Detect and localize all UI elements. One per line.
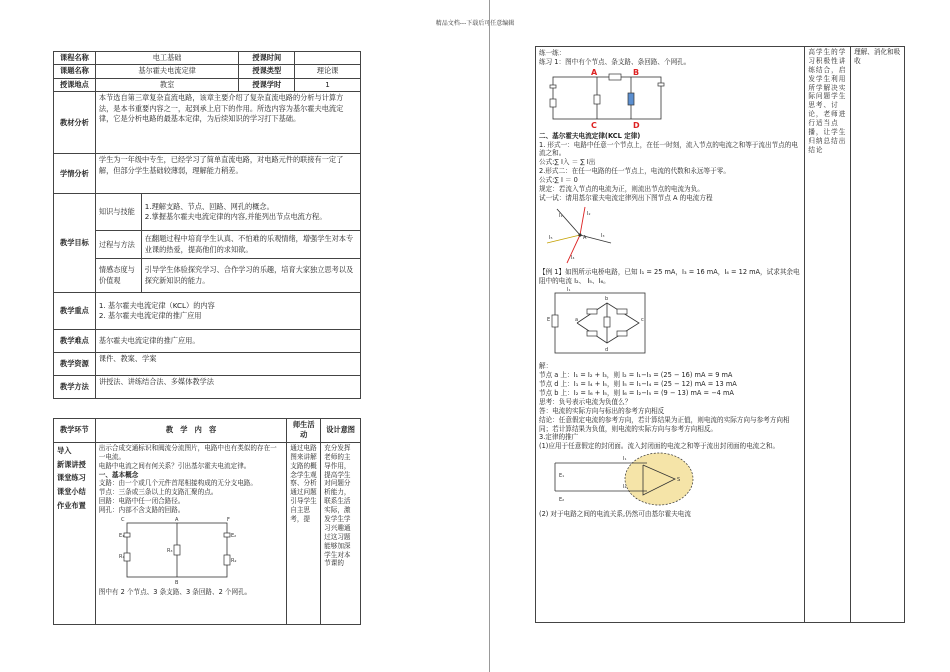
node-current-diagram bbox=[545, 203, 615, 265]
place-label: 授课地点 bbox=[54, 78, 96, 91]
topic-value: 基尔霍夫电流定律 bbox=[95, 65, 238, 78]
kcl-form2: 2.形式二：在任一电路的任一节点上，电流的代数和永远等于零。 bbox=[539, 167, 730, 176]
intent-header: 设计意图 bbox=[321, 419, 361, 443]
student-label: 学情分析 bbox=[54, 154, 96, 194]
content-summary: 图中有 2 个节点、3 条支路、3 条回路、2 个网孔。 bbox=[98, 587, 252, 596]
difficulty-text: 基尔霍夫电流定律的推广应用。 bbox=[95, 330, 360, 353]
svg-text:d: d bbox=[605, 347, 609, 354]
right-intent-text: 理解、消化和吸收 bbox=[851, 47, 905, 623]
difficulty-label: 教学难点 bbox=[54, 330, 96, 353]
svg-text:I₂: I₂ bbox=[587, 210, 591, 217]
kcl-title: 二、基尔霍夫电流定律(KCL 定律) bbox=[539, 131, 641, 140]
goal-process-label: 过程与方法 bbox=[95, 231, 141, 259]
svg-text:S: S bbox=[677, 477, 681, 484]
lesson-plan-table-left bbox=[53, 51, 361, 399]
lesson-process-table bbox=[53, 418, 361, 625]
content-question: 电路中电流之间有何关系？引出基尔霍夫电流定律。 bbox=[98, 461, 251, 470]
intent-text: 充分发挥老师的主导作用，提高学生对问题分析能力，联系生活实际，激发学生学习兴趣通过这习题能够加深学生对本节课的 bbox=[321, 442, 361, 624]
kcl-formula1: 公式:∑ I入 ＝ ∑ I出 bbox=[539, 158, 596, 167]
solution-node-d: 节点 d 上：I₁ = I₄ + I₅，则 I₅ = I₁−I₄ = (25 − 12) mA = 13 mA bbox=[539, 380, 737, 389]
svg-text:A: A bbox=[591, 67, 598, 77]
time-value bbox=[295, 52, 361, 65]
content-header: 教 学 内 容 bbox=[95, 419, 287, 443]
extension-2: (2) 对于电路之间的电流关系,仍然可由基尔霍夫电流 bbox=[539, 510, 691, 519]
right-content-cell bbox=[536, 47, 805, 623]
analysis-text: 本节选自第三章复杂直流电路，该章主要介绍了复杂直流电路的分析与计算方法，是本书重要内容之一，起到承上启下的作用。所选内容为基尔霍夫电流定律，它是分析电路的最基本定律，为后续知识的学习打下基础。 bbox=[95, 92, 360, 154]
goal-label: 教学目标 bbox=[54, 194, 96, 293]
svg-text:R₁: R₁ bbox=[118, 554, 125, 560]
content-cell bbox=[95, 442, 287, 624]
bridge-circuit-diagram bbox=[547, 285, 667, 359]
resources-text: 课件、教案、学案 bbox=[95, 353, 360, 376]
kcl-form1: 1. 形式一：电路中任意一个节点上，在任一时刻，流入节点的电流之和等于流出节点的电流之和。 bbox=[539, 140, 798, 158]
practice-circuit-diagram bbox=[547, 67, 667, 129]
example-text: 【例 1】如图所示电桥电路，已知 I₁ = 25 mA，I₃ = 16 mA，I₄ = 12 mA，试求其余电阻中的电流 I₂、 I₅、I₆。 bbox=[539, 267, 800, 285]
course-label: 课程名称 bbox=[54, 52, 96, 65]
content-mesh: 网孔：内部不含支路的回路。 bbox=[98, 506, 185, 515]
page-header: 精品文档---下载后可任意编辑 bbox=[435, 20, 515, 27]
hours-label: 授课学时 bbox=[239, 78, 295, 91]
note-text: 答：电流的实际方向与标出的参考方向相反 bbox=[539, 406, 665, 415]
kcl-formula2: 公式:∑ I ＝ 0 bbox=[539, 176, 578, 185]
goal-knowledge-label: 知识与技能 bbox=[95, 194, 141, 231]
svg-text:C: C bbox=[120, 517, 125, 523]
student-text: 学生为一年级中专生，已经学习了简单直流电路，对电路元件的联接有一定了解，但部分学生基础较薄弱，理解能力稍差。 bbox=[95, 154, 360, 194]
svg-text:a: a bbox=[575, 317, 579, 324]
conclusion-text: 结论：任意假定电流的参考方向，若计算结果为正值，则电流的实际方向与参考方向相同；若计算结果为负值，则电流的实际方向与参考方向相反。 bbox=[539, 415, 790, 433]
type-label: 授课类型 bbox=[239, 65, 295, 78]
svg-text:A: A bbox=[583, 234, 587, 241]
hours-value: 1 bbox=[295, 78, 361, 91]
kcl-rule: 规定：若流入节点的电流为正，则流出节点的电流为负。 bbox=[539, 185, 704, 194]
stage-list: 导入 新课讲授 课堂练习 课堂小结 作业布置 bbox=[54, 442, 96, 624]
svg-text:E₁: E₁ bbox=[118, 533, 124, 539]
solution-node-a: 节点 a 上：I₁ = I₂ + I₃，则 I₂ = I₁−I₃ = (25 − 16) mA = 9 mA bbox=[539, 371, 733, 380]
activity-header: 师生活动 bbox=[287, 419, 321, 443]
svg-text:F: F bbox=[226, 517, 230, 523]
topic-label: 课题名称 bbox=[54, 65, 96, 78]
time-label: 授课时间 bbox=[239, 52, 295, 65]
goal-knowledge-text: 1.理解支路、节点、回路、网孔的概念。 2.掌握基尔霍夫电流定律的内容,并能列出节点电流方程。 bbox=[141, 194, 360, 231]
key-label: 教学重点 bbox=[54, 293, 96, 330]
basic-circuit-diagram bbox=[119, 515, 239, 585]
goal-emotion-text: 引导学生体验探究学习、合作学习的乐趣，培育大家独立思考以及探究新知识的能力。 bbox=[141, 259, 360, 293]
svg-text:I₅: I₅ bbox=[549, 234, 553, 241]
svg-text:R₃: R₃ bbox=[166, 548, 173, 554]
stage-header: 教学环节 bbox=[54, 419, 96, 443]
svg-text:E₂: E₂ bbox=[559, 497, 565, 504]
svg-text:C: C bbox=[591, 120, 597, 129]
place-value: 教室 bbox=[95, 78, 238, 91]
svg-text:E: E bbox=[547, 317, 551, 324]
svg-text:B: B bbox=[174, 580, 179, 585]
svg-text:E₁: E₁ bbox=[559, 473, 565, 480]
think-text: 思考：负号表示电流为负值么？ bbox=[539, 397, 632, 406]
content-intro: 出示合成交通标识和阀流分流图片，电路中也有类似的存在一一电流。 bbox=[98, 443, 277, 461]
kcl-try: 试一试：请用基尔霍夫电流定律列出下图节点 A 的电流方程 bbox=[539, 193, 713, 202]
svg-text:b: b bbox=[605, 296, 609, 303]
closed-surface-diagram bbox=[547, 451, 697, 507]
svg-text:I₄: I₄ bbox=[571, 254, 575, 261]
content-node: 节点：三条或三条以上的支路汇聚的点。 bbox=[98, 488, 218, 497]
content-heading: 一、基本概念 bbox=[98, 470, 139, 479]
svg-text:I₁: I₁ bbox=[623, 456, 627, 463]
svg-text:I₁: I₁ bbox=[559, 212, 563, 219]
svg-text:I₁: I₁ bbox=[567, 287, 571, 294]
content-loop: 回路：电路中任一闭合路径。 bbox=[98, 497, 185, 506]
svg-text:E₂: E₂ bbox=[230, 533, 236, 539]
method-text: 讲授法、讲练结合法、多媒体教学法 bbox=[95, 376, 360, 399]
svg-text:c: c bbox=[641, 317, 644, 324]
page-divider bbox=[489, 0, 490, 672]
activity-text: 通过电路图来讲解支路的概念学生观察、分析通过问题引导学生自主思考，提 bbox=[287, 442, 321, 624]
solution-node-b: 节点 b 上：I₂ = I₆ + I₅，则 I₆ = I₂−I₅ = (9 − 13) mA = −4 mA bbox=[539, 389, 734, 398]
right-activity-text: 高学生的学习积极性讲练结合，启发学生利用所学解决实际问题学生思考、讨论，老师进行适当点播，让学生归纳总结出结论 bbox=[805, 47, 851, 623]
practice-title: 练一练： bbox=[539, 49, 566, 57]
svg-text:I₃: I₃ bbox=[601, 232, 605, 239]
svg-text:B: B bbox=[633, 67, 640, 77]
type-value: 理论课 bbox=[295, 65, 361, 78]
svg-text:D: D bbox=[633, 120, 640, 129]
svg-text:R₂: R₂ bbox=[230, 558, 237, 564]
method-label: 教学方法 bbox=[54, 376, 96, 399]
svg-text:I₂: I₂ bbox=[623, 484, 627, 491]
course-value: 电工基础 bbox=[95, 52, 238, 65]
resources-label: 教学资源 bbox=[54, 353, 96, 376]
goal-process-text: 在翻题过程中培育学生认真、不怕难的乐观情绪，增强学生对本专业课的热爱，提高他们的求知欲。 bbox=[141, 231, 360, 259]
lesson-process-table-right bbox=[535, 46, 905, 623]
extension-1: (1)应用于任意假定的封闭面。流入封闭面的电流之和等于流出封闭面的电流之和。 bbox=[539, 442, 780, 451]
key-text: 1. 基尔霍夫电流定律（KCL）的内容 2. 基尔霍夫电流定律的推广应用 bbox=[95, 293, 360, 330]
content-branch: 支路：由一个或几个元件首尾相接构成的无分支电路。 bbox=[98, 479, 257, 488]
analysis-label: 教材分析 bbox=[54, 92, 96, 154]
practice-text: 练习 1：图中有个节点、条支路、条回路、个网孔。 bbox=[539, 57, 691, 66]
solution-title: 解： bbox=[539, 362, 553, 371]
svg-text:A: A bbox=[174, 517, 179, 523]
extension-title: 3.定律的推广 bbox=[539, 433, 579, 442]
goal-emotion-label: 情感态度与价值观 bbox=[95, 259, 141, 293]
